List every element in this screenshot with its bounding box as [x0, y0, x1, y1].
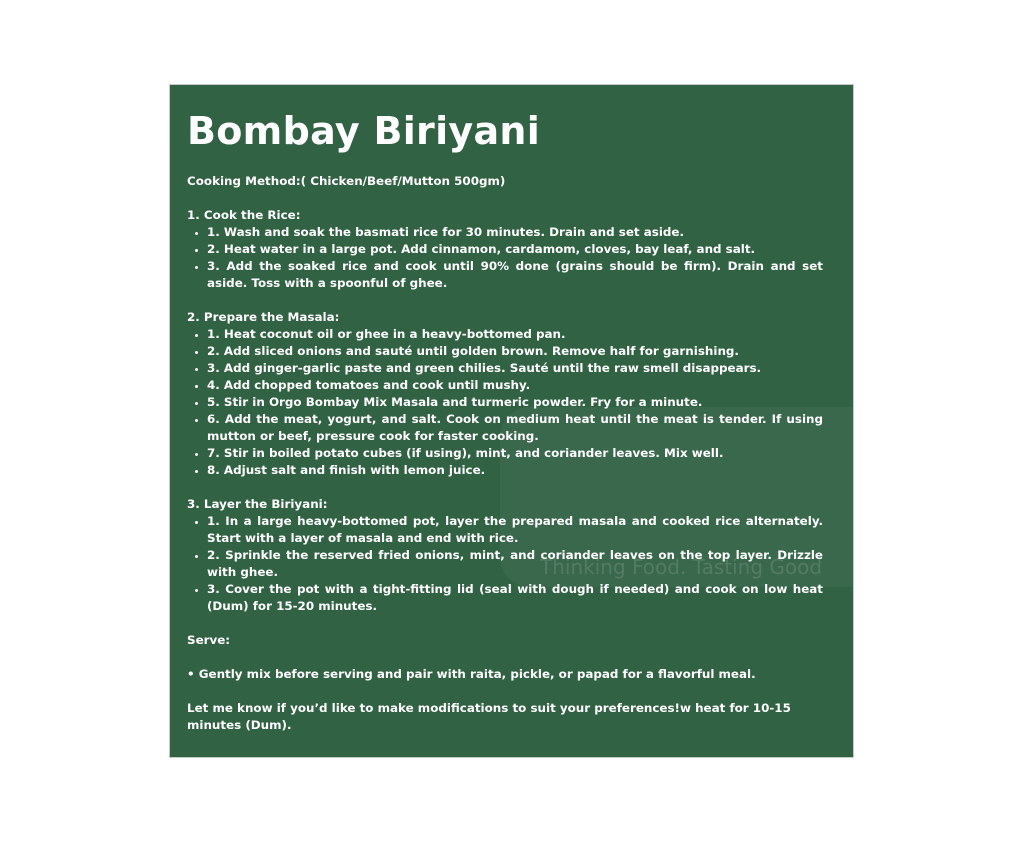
serve-line: • Gently mix before serving and pair with raita, pickle, or papad for a flavorful meal.	[187, 667, 756, 681]
step-item: • 5. Stir in Orgo Bombay Mix Masala and turmeric powder. Fry for a minute.	[207, 394, 823, 411]
step-item: • 6. Add the meat, yogurt, and salt. Cook on medium heat until the meat is tender. If using mutton or beef, pressure cook for faster cooking.	[207, 411, 823, 445]
step-item: • 2. Add sliced onions and sauté until golden brown. Remove half for garnishing.	[207, 343, 823, 360]
layer-steps	[187, 513, 823, 615]
step-item: • 3. Add the soaked rice and cook until 90% done (grains should be firm). Drain and set aside. Toss with a spoonful of ghee.	[207, 258, 823, 292]
section-heading-layer: 3. Layer the Biriyani:	[187, 497, 328, 511]
step-item: • 3. Cover the pot with a tight-fitting lid (seal with dough if needed) and cook on low heat (Dum) for 15-20 minutes.	[207, 581, 823, 615]
step-item: • 1. In a large heavy-bottomed pot, layer the prepared masala and cooked rice alternately. Start with a layer of masala and end with rice.	[207, 513, 823, 547]
step-item: • 1. Wash and soak the basmati rice for 30 minutes. Drain and set aside.	[207, 224, 823, 241]
masala-steps	[187, 326, 823, 479]
step-item: • 7. Stir in boiled potato cubes (if using), mint, and coriander leaves. Mix well.	[207, 445, 823, 462]
recipe-content	[187, 173, 823, 734]
step-item: • 2. Sprinkle the reserved fried onions, mint, and coriander leaves on the top layer. Drizzle with ghee.	[207, 547, 823, 581]
cooking-method: Cooking Method:( Chicken/Beef/Mutton 500gm)	[187, 174, 506, 188]
step-item: • 3. Add ginger-garlic paste and green chilies. Sauté until the raw smell disappears.	[207, 360, 823, 377]
step-item: • 1. Heat coconut oil or ghee in a heavy-bottomed pan.	[207, 326, 823, 343]
step-item: • 2. Heat water in a large pot. Add cinnamon, cardamom, cloves, bay leaf, and salt.	[207, 241, 823, 258]
section-heading-masala: 2. Prepare the Masala:	[187, 310, 340, 324]
watermark-text: Thinking Food. Tasting Good	[540, 555, 823, 579]
section-heading-rice: 1. Cook the Rice:	[187, 208, 301, 222]
step-item: • 4. Add chopped tomatoes and cook until mushy.	[207, 377, 823, 394]
rice-steps	[187, 224, 823, 292]
step-item: • 8. Adjust salt and finish with lemon juice.	[207, 462, 823, 479]
closing-note: Let me know if you’d like to make modifications to suit your preferences!w heat for 10-15 minutes (Dum).	[187, 701, 791, 732]
recipe-title: Bombay Biriyani	[187, 109, 541, 153]
recipe-card	[169, 84, 854, 758]
serve-heading: Serve:	[187, 633, 231, 647]
